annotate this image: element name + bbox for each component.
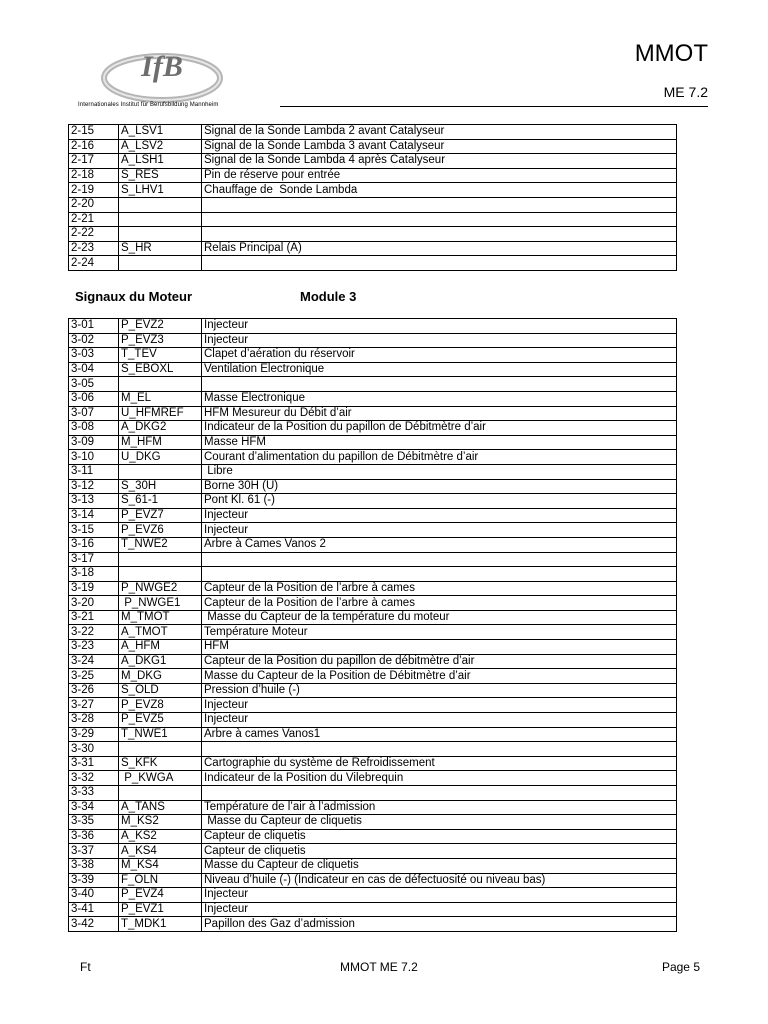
- signal-description-cell: Capteur de cliquetis: [202, 844, 677, 859]
- signal-code-cell: T_NWE1: [119, 727, 202, 742]
- signal-code-cell: [119, 227, 202, 242]
- module3-pin-rows: [69, 319, 677, 932]
- signal-description-cell: Pin de réserve pour entrée: [202, 168, 677, 183]
- signal-description-cell: Papillon des Gaz d’admission: [202, 917, 677, 932]
- signal-description-cell: Masse du Capteur de cliquetis: [202, 858, 677, 873]
- signal-description-cell: Niveau d’huile (-) (Indicateur en cas de défectuosité ou niveau bas): [202, 873, 677, 888]
- table-row: [69, 464, 677, 479]
- signal-description-cell: Libre: [202, 464, 677, 479]
- signal-code-cell: A_DKG2: [119, 421, 202, 436]
- signal-description-cell: Arbre à Cames Vanos 2: [202, 537, 677, 552]
- signal-code-cell: [119, 567, 202, 582]
- table-row: [69, 241, 677, 256]
- signal-code-cell: S_30H: [119, 479, 202, 494]
- signal-code-cell: [119, 212, 202, 227]
- pin-number-cell: 3-05: [69, 377, 119, 392]
- table-row: [69, 683, 677, 698]
- pin-number-cell: 3-22: [69, 625, 119, 640]
- table-row: [69, 479, 677, 494]
- table-row: [69, 713, 677, 728]
- module3-pin-table: [68, 318, 677, 932]
- signal-description-cell: Masse du Capteur de la température du moteur: [202, 610, 677, 625]
- signal-code-cell: P_EVZ4: [119, 888, 202, 903]
- table-row: [69, 698, 677, 713]
- table-row: [69, 610, 677, 625]
- pin-number-cell: 3-36: [69, 829, 119, 844]
- pin-number-cell: 2-24: [69, 256, 119, 271]
- pin-number-cell: 3-37: [69, 844, 119, 859]
- signal-code-cell: P_EVZ6: [119, 523, 202, 538]
- signal-code-cell: S_KFK: [119, 756, 202, 771]
- signal-description-cell: Masse du Capteur de la Position de Débitmètre d’air: [202, 669, 677, 684]
- pin-number-cell: 3-38: [69, 858, 119, 873]
- pin-number-cell: 3-11: [69, 464, 119, 479]
- table-row: [69, 212, 677, 227]
- table-row: [69, 771, 677, 786]
- signal-description-cell: Clapet d’aération du réservoir: [202, 348, 677, 363]
- signal-description-cell: Arbre à cames Vanos1: [202, 727, 677, 742]
- table-row: [69, 391, 677, 406]
- signal-code-cell: [119, 552, 202, 567]
- signal-code-cell: U_DKG: [119, 450, 202, 465]
- signal-code-cell: P_EVZ3: [119, 333, 202, 348]
- signal-code-cell: A_LSH1: [119, 154, 202, 169]
- pin-number-cell: 3-29: [69, 727, 119, 742]
- signal-code-cell: U_HFMREF: [119, 406, 202, 421]
- pin-number-cell: 3-21: [69, 610, 119, 625]
- logo-lettering: IfB: [141, 50, 183, 83]
- signal-code-cell: P_KWGA: [119, 771, 202, 786]
- pin-number-cell: 3-10: [69, 450, 119, 465]
- signal-code-cell: P_EVZ7: [119, 508, 202, 523]
- signal-description-cell: Indicateur de la Position du Vilebrequin: [202, 771, 677, 786]
- pin-number-cell: 3-14: [69, 508, 119, 523]
- table-row: [69, 139, 677, 154]
- signal-description-cell: Capteur de la Position de l’arbre à cames: [202, 596, 677, 611]
- table-row: [69, 435, 677, 450]
- table-row: [69, 125, 677, 140]
- table-row: [69, 844, 677, 859]
- table-row: [69, 508, 677, 523]
- signal-description-cell: Courant d’alimentation du papillon de Débitmètre d’air: [202, 450, 677, 465]
- signal-code-cell: A_LSV1: [119, 125, 202, 140]
- signal-code-cell: M_EL: [119, 391, 202, 406]
- signal-code-cell: M_KS4: [119, 858, 202, 873]
- signal-code-cell: S_61-1: [119, 494, 202, 509]
- pin-number-cell: 3-32: [69, 771, 119, 786]
- pin-number-cell: 3-30: [69, 742, 119, 757]
- signal-description-cell: Masse Electronique: [202, 391, 677, 406]
- signal-description-cell: [202, 212, 677, 227]
- signal-description-cell: Pont Kl. 61 (-): [202, 494, 677, 509]
- signal-description-cell: Signal de la Sonde Lambda 3 avant Catalyseur: [202, 139, 677, 154]
- pin-number-cell: 3-03: [69, 348, 119, 363]
- section-heading-signals: Signaux du Moteur: [75, 289, 192, 304]
- signal-code-cell: A_TMOT: [119, 625, 202, 640]
- signal-description-cell: Indicateur de la Position du papillon de Débitmètre d’air: [202, 421, 677, 436]
- signal-description-cell: Signal de la Sonde Lambda 2 avant Catalyseur: [202, 125, 677, 140]
- signal-description-cell: [202, 567, 677, 582]
- pin-number-cell: 3-12: [69, 479, 119, 494]
- signal-code-cell: [119, 742, 202, 757]
- table-row: [69, 654, 677, 669]
- table-row: [69, 888, 677, 903]
- table-row: [69, 742, 677, 757]
- pin-number-cell: 3-16: [69, 537, 119, 552]
- signal-description-cell: Borne 30H (U): [202, 479, 677, 494]
- signal-description-cell: Injecteur: [202, 523, 677, 538]
- pin-number-cell: 3-18: [69, 567, 119, 582]
- table-row: [69, 494, 677, 509]
- table-row: [69, 348, 677, 363]
- pin-number-cell: 3-34: [69, 800, 119, 815]
- signal-description-cell: [202, 197, 677, 212]
- pin-number-cell: 3-41: [69, 902, 119, 917]
- signal-code-cell: P_NWGE2: [119, 581, 202, 596]
- signal-code-cell: A_KS4: [119, 844, 202, 859]
- signal-description-cell: Relais Principal (A): [202, 241, 677, 256]
- signal-code-cell: M_HFM: [119, 435, 202, 450]
- table-row: [69, 567, 677, 582]
- signal-description-cell: Chauffage de Sonde Lambda: [202, 183, 677, 198]
- pin-number-cell: 3-31: [69, 756, 119, 771]
- table-row: [69, 227, 677, 242]
- signal-description-cell: HFM Mesureur du Débit d’air: [202, 406, 677, 421]
- pin-number-cell: 3-33: [69, 786, 119, 801]
- footer-author: Ft: [80, 960, 91, 974]
- signal-code-cell: S_EBOXL: [119, 362, 202, 377]
- signal-code-cell: P_EVZ8: [119, 698, 202, 713]
- signal-code-cell: P_EVZ5: [119, 713, 202, 728]
- pin-number-cell: 3-24: [69, 654, 119, 669]
- signal-description-cell: Injecteur: [202, 508, 677, 523]
- signal-description-cell: Capteur de la Position du papillon de débitmètre d’air: [202, 654, 677, 669]
- table-row: [69, 154, 677, 169]
- institute-name: Internationales Institut für Berufsbildung Mannheim: [78, 102, 219, 108]
- pin-number-cell: 3-25: [69, 669, 119, 684]
- table-row: [69, 829, 677, 844]
- table-row: [69, 756, 677, 771]
- signal-description-cell: Injecteur: [202, 902, 677, 917]
- pin-number-cell: 3-28: [69, 713, 119, 728]
- table-row: [69, 786, 677, 801]
- signal-code-cell: [119, 464, 202, 479]
- table-row: [69, 421, 677, 436]
- module2-pin-table: [68, 124, 677, 271]
- signal-code-cell: M_KS2: [119, 815, 202, 830]
- table-row: [69, 362, 677, 377]
- signal-code-cell: T_MDK1: [119, 917, 202, 932]
- signal-description-cell: [202, 786, 677, 801]
- table-row: [69, 669, 677, 684]
- pin-number-cell: 2-20: [69, 197, 119, 212]
- signal-code-cell: P_EVZ2: [119, 319, 202, 334]
- pin-number-cell: 3-02: [69, 333, 119, 348]
- signal-description-cell: [202, 256, 677, 271]
- signal-description-cell: Injecteur: [202, 698, 677, 713]
- signal-description-cell: Masse HFM: [202, 435, 677, 450]
- pin-number-cell: 3-07: [69, 406, 119, 421]
- signal-description-cell: Cartographie du système de Refroidissement: [202, 756, 677, 771]
- table-row: [69, 902, 677, 917]
- pin-number-cell: 3-09: [69, 435, 119, 450]
- signal-code-cell: M_DKG: [119, 669, 202, 684]
- signal-code-cell: T_TEV: [119, 348, 202, 363]
- pin-number-cell: 3-20: [69, 596, 119, 611]
- signal-description-cell: HFM: [202, 640, 677, 655]
- signal-code-cell: A_HFM: [119, 640, 202, 655]
- table-row: [69, 319, 677, 334]
- signal-code-cell: T_NWE2: [119, 537, 202, 552]
- pin-number-cell: 3-23: [69, 640, 119, 655]
- signal-description-cell: Injecteur: [202, 888, 677, 903]
- signal-code-cell: M_TMOT: [119, 610, 202, 625]
- pin-number-cell: 2-17: [69, 154, 119, 169]
- footer-document: MMOT ME 7.2: [340, 960, 418, 974]
- module2-pin-rows: [69, 125, 677, 271]
- pin-number-cell: 3-01: [69, 319, 119, 334]
- table-row: [69, 537, 677, 552]
- pin-number-cell: 3-08: [69, 421, 119, 436]
- table-row: [69, 873, 677, 888]
- signal-code-cell: S_RES: [119, 168, 202, 183]
- pin-number-cell: 3-39: [69, 873, 119, 888]
- table-row: [69, 333, 677, 348]
- footer-page-number: Page 5: [661, 960, 700, 974]
- document-version: ME 7.2: [663, 84, 708, 100]
- table-row: [69, 168, 677, 183]
- signal-description-cell: Température Moteur: [202, 625, 677, 640]
- signal-description-cell: Masse du Capteur de cliquetis: [202, 815, 677, 830]
- signal-description-cell: [202, 227, 677, 242]
- signal-description-cell: [202, 552, 677, 567]
- signal-description-cell: Signal de la Sonde Lambda 4 après Catalyseur: [202, 154, 677, 169]
- signal-code-cell: [119, 256, 202, 271]
- signal-code-cell: S_HR: [119, 241, 202, 256]
- table-row: [69, 552, 677, 567]
- signal-code-cell: P_EVZ1: [119, 902, 202, 917]
- table-row: [69, 917, 677, 932]
- signal-description-cell: Capteur de la Position de l’arbre à cames: [202, 581, 677, 596]
- pin-number-cell: 2-19: [69, 183, 119, 198]
- pin-number-cell: 3-15: [69, 523, 119, 538]
- table-row: [69, 640, 677, 655]
- table-row: [69, 581, 677, 596]
- signal-code-cell: S_OLD: [119, 683, 202, 698]
- signal-code-cell: A_TANS: [119, 800, 202, 815]
- table-row: [69, 377, 677, 392]
- pin-number-cell: 3-06: [69, 391, 119, 406]
- signal-description-cell: [202, 742, 677, 757]
- table-row: [69, 625, 677, 640]
- table-row: [69, 406, 677, 421]
- signal-description-cell: Pression d’huile (-): [202, 683, 677, 698]
- pin-number-cell: 2-18: [69, 168, 119, 183]
- ifb-logo: [100, 44, 230, 106]
- pin-number-cell: 3-26: [69, 683, 119, 698]
- section-heading-module: Module 3: [300, 289, 357, 304]
- signal-description-cell: Injecteur: [202, 713, 677, 728]
- signal-code-cell: A_KS2: [119, 829, 202, 844]
- pin-number-cell: 3-19: [69, 581, 119, 596]
- header-divider: [280, 106, 708, 107]
- table-row: [69, 523, 677, 538]
- signal-code-cell: F_OLN: [119, 873, 202, 888]
- pin-number-cell: 3-17: [69, 552, 119, 567]
- signal-description-cell: [202, 377, 677, 392]
- pin-number-cell: 3-40: [69, 888, 119, 903]
- signal-description-cell: Injecteur: [202, 319, 677, 334]
- pin-number-cell: 2-16: [69, 139, 119, 154]
- signal-code-cell: S_LHV1: [119, 183, 202, 198]
- signal-description-cell: Injecteur: [202, 333, 677, 348]
- signal-code-cell: A_DKG1: [119, 654, 202, 669]
- table-row: [69, 815, 677, 830]
- table-row: [69, 858, 677, 873]
- pin-number-cell: 2-23: [69, 241, 119, 256]
- signal-description-cell: Ventilation Electronique: [202, 362, 677, 377]
- signal-code-cell: P_NWGE1: [119, 596, 202, 611]
- signal-code-cell: A_LSV2: [119, 139, 202, 154]
- table-row: [69, 596, 677, 611]
- pin-number-cell: 3-27: [69, 698, 119, 713]
- signal-code-cell: [119, 197, 202, 212]
- pin-number-cell: 3-04: [69, 362, 119, 377]
- table-row: [69, 197, 677, 212]
- pin-number-cell: 3-35: [69, 815, 119, 830]
- table-row: [69, 256, 677, 271]
- signal-description-cell: Température de l’air à l’admission: [202, 800, 677, 815]
- signal-code-cell: [119, 786, 202, 801]
- document-title: MMOT: [634, 40, 708, 67]
- pin-number-cell: 2-15: [69, 125, 119, 140]
- signal-description-cell: Capteur de cliquetis: [202, 829, 677, 844]
- pin-number-cell: 2-21: [69, 212, 119, 227]
- table-row: [69, 450, 677, 465]
- table-row: [69, 183, 677, 198]
- pin-number-cell: 2-22: [69, 227, 119, 242]
- signal-code-cell: [119, 377, 202, 392]
- table-row: [69, 727, 677, 742]
- pin-number-cell: 3-13: [69, 494, 119, 509]
- table-row: [69, 800, 677, 815]
- pin-number-cell: 3-42: [69, 917, 119, 932]
